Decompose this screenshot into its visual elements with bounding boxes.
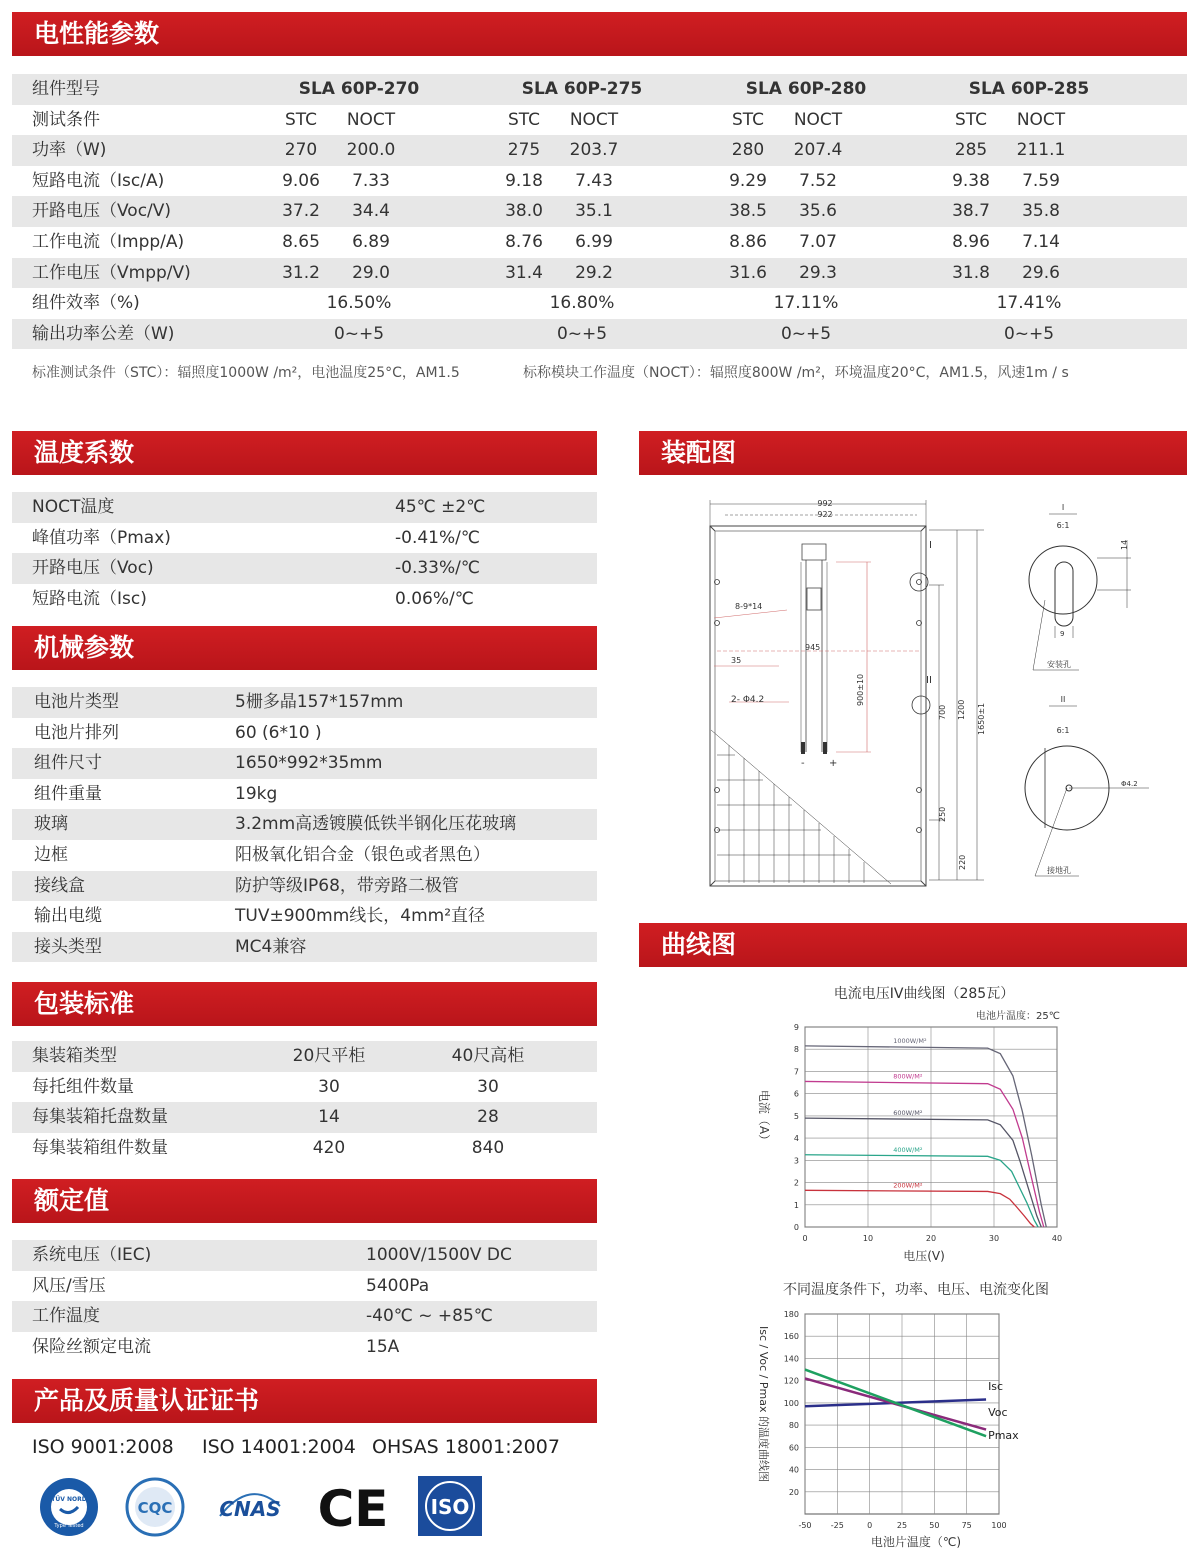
temp-y-tick-label: 60	[788, 1443, 799, 1453]
electrical-cell-stc: 8.86	[729, 232, 767, 252]
electrical-cell-stc: STC	[954, 109, 988, 130]
packaging-row-label: 每集装箱托盘数量	[32, 1107, 168, 1128]
electrical-cell-stc: STC	[507, 109, 541, 130]
assembly-header: 装配图	[639, 431, 1187, 475]
electrical-cell-noct: NOCT	[346, 109, 396, 130]
svg-text:-: -	[801, 758, 805, 769]
electrical-row	[12, 258, 1187, 289]
iv-x-tick-label: 30	[988, 1234, 1000, 1243]
svg-text:992: 992	[817, 499, 833, 508]
electrical-cell: 0~+5	[556, 323, 608, 344]
electrical-row-label: 开路电压（Voc/V)	[32, 201, 172, 222]
temp-y-tick-label: 100	[783, 1398, 799, 1408]
temperature-row-value: -0.33%/℃	[395, 558, 480, 579]
temperature-row-label: NOCT温度	[32, 497, 115, 517]
electrical-cell-noct: 35.1	[575, 201, 613, 222]
electrical-row	[12, 105, 1187, 136]
iv-x-tick-label: 40	[1051, 1234, 1063, 1243]
svg-text:6:1: 6:1	[1056, 726, 1070, 735]
temp-x-label: 电池片温度（℃)	[870, 1535, 962, 1549]
svg-text:Φ4.2: Φ4.2	[1121, 780, 1138, 788]
temp-y-tick-label: 20	[788, 1487, 799, 1497]
rated-row	[12, 1332, 597, 1363]
electrical-cell-noct: 29.3	[799, 262, 837, 283]
electrical-row-label: 短路电流（Isc/A)	[32, 170, 165, 191]
svg-text:CE: CE	[318, 1480, 388, 1538]
electrical-cell-stc: 9.29	[729, 170, 767, 191]
mechanical-row	[12, 687, 597, 718]
electrical-cell-stc: 31.6	[729, 262, 767, 283]
svg-text:II: II	[926, 675, 932, 686]
iv-y-tick-label: 9	[793, 1023, 799, 1032]
temp-y-tick-label: 160	[783, 1332, 799, 1342]
stc-note: 标准测试条件（STC）：辐照度1000W /m²，电池温度25°C，AM1.5	[32, 365, 460, 381]
mechanical-row	[12, 779, 597, 810]
electrical-row	[12, 135, 1187, 166]
iso-logo	[418, 1476, 482, 1536]
ce-logo	[318, 1476, 388, 1538]
electrical-row	[12, 288, 1187, 319]
electrical-cell-stc: 38.7	[952, 201, 990, 222]
rated-header: 额定值	[12, 1179, 597, 1223]
rated-row-label: 风压/雪压	[32, 1275, 106, 1296]
electrical-cell-stc: 8.65	[282, 232, 320, 252]
svg-text:8-9*14: 8-9*14	[735, 602, 763, 611]
electrical-cell-noct: 7.07	[799, 232, 837, 252]
electrical-cell-stc: 31.4	[505, 262, 543, 283]
electrical-cell-stc: 31.8	[952, 262, 990, 283]
electrical-cell-noct: 6.89	[352, 232, 390, 252]
svg-text:I: I	[929, 540, 932, 551]
curves-header: 曲线图	[639, 923, 1187, 967]
temp-series-label: Isc	[988, 1380, 1004, 1393]
packaging-cell-20ft: 420	[312, 1137, 346, 1158]
svg-text:220: 220	[958, 854, 967, 870]
temp-series-label: Voc	[988, 1406, 1008, 1419]
electrical-cell-noct: 211.1	[1016, 140, 1066, 161]
temp-y-label: Isc / Voc / Pmax 的温度曲线图	[757, 1326, 770, 1482]
electrical-cell-stc: STC	[284, 109, 318, 130]
temperature-row	[12, 553, 597, 584]
svg-text:700: 700	[938, 704, 947, 720]
temp-y-tick-label: 120	[783, 1376, 799, 1386]
electrical-cell-stc: 9.18	[505, 170, 543, 191]
temperature-row-label: 短路电流（Isc)	[32, 588, 147, 609]
iv-y-tick-label: 8	[793, 1045, 799, 1055]
electrical-cell-stc: 38.5	[729, 201, 767, 222]
electrical-row	[12, 319, 1187, 350]
electrical-cell: 0~+5	[333, 323, 385, 344]
temperature-row	[12, 492, 597, 523]
mechanical-row	[12, 748, 597, 779]
rated-row	[12, 1271, 597, 1302]
temp-y-tick-label: 40	[788, 1465, 799, 1475]
iv-y-tick-label: 6	[793, 1089, 799, 1099]
temperature-curve-chart	[740, 1276, 1100, 1556]
mechanical-row-value: 1650*992*35mm	[235, 753, 383, 774]
electrical-row-label: 工作电压（Vmpp/V)	[32, 262, 191, 283]
temp-x-tick-label: -25	[830, 1521, 844, 1530]
mechanical-row-value: 19kg	[235, 783, 278, 804]
mechanical-row-label: 组件重量	[34, 783, 102, 804]
mechanical-row-label: 输出电缆	[34, 906, 102, 927]
mechanical-row	[12, 901, 597, 932]
temperature-row-label: 峰值功率（Pmax)	[32, 527, 171, 548]
electrical-cell: 16.80%	[549, 293, 615, 314]
electrical-cell-stc: 8.96	[952, 232, 990, 252]
electrical-cell: 17.11%	[773, 293, 839, 314]
iv-series-line	[805, 1190, 1034, 1227]
svg-text:900±10: 900±10	[856, 673, 865, 706]
svg-text:接地孔: 接地孔	[1047, 866, 1071, 875]
mechanical-row-value: 5栅多晶157*157mm	[235, 692, 404, 712]
temp-chart-title: 不同温度条件下，功率、电压、电流变化图	[783, 1282, 1049, 1298]
electrical-cell-noct: 7.14	[1022, 232, 1060, 252]
packaging-cell-40ft: 30	[477, 1076, 499, 1097]
certs-header: 产品及质量认证证书	[12, 1379, 597, 1423]
temp-x-tick-label: 50	[929, 1521, 940, 1530]
temp-x-tick-label: -50	[798, 1521, 812, 1530]
svg-text:1200: 1200	[957, 699, 966, 720]
cert-ohsas: OHSAS 18001:2007	[372, 1436, 560, 1458]
temperature-header: 温度系数	[12, 431, 597, 475]
iv-series-label: 800W/M²	[893, 1072, 923, 1081]
electrical-cell-stc: 285	[954, 140, 988, 161]
tuv-logo	[38, 1476, 100, 1538]
mechanical-header: 机械参数	[12, 626, 597, 670]
iv-y-tick-label: 7	[793, 1067, 799, 1077]
electrical-cell-stc: STC	[731, 109, 765, 130]
rated-row	[12, 1240, 597, 1271]
electrical-cell-noct: 34.4	[352, 201, 390, 222]
packaging-header: 包装标准	[12, 982, 597, 1026]
electrical-row-label: 工作电流（Impp/A)	[32, 232, 185, 252]
electrical-row-label: 输出功率公差（W)	[32, 323, 175, 344]
iv-y-tick-label: 1	[793, 1200, 799, 1210]
packaging-cell-40ft: 28	[477, 1107, 499, 1128]
electrical-cell-noct: 35.8	[1022, 201, 1060, 222]
electrical-cell-noct: 7.52	[799, 170, 837, 191]
iv-series-line	[805, 1118, 1041, 1227]
mechanical-row-label: 边框	[34, 845, 68, 865]
iv-series-label: 400W/M²	[893, 1145, 923, 1154]
svg-text:ISO: ISO	[430, 1495, 470, 1519]
electrical-cell: 17.41%	[996, 293, 1062, 314]
packaging-row	[12, 1133, 597, 1164]
iv-series-label: 200W/M²	[893, 1181, 923, 1190]
electrical-cell-noct: 29.0	[352, 262, 390, 283]
electrical-cell-stc: 9.06	[282, 170, 320, 191]
electrical-cell-noct: 207.4	[793, 140, 843, 161]
electrical-cell-noct: NOCT	[1016, 109, 1066, 130]
iv-x-label: 电压(V)	[903, 1249, 945, 1263]
temp-x-tick-label: 100	[991, 1521, 1007, 1530]
mechanical-row	[12, 932, 597, 963]
mechanical-row-value: MC4兼容	[235, 936, 307, 957]
iv-y-tick-label: 4	[793, 1134, 799, 1144]
packaging-cell-40ft: 40尺高柜	[451, 1046, 525, 1066]
temperature-row-value: 0.06%/℃	[395, 588, 474, 609]
electrical-header: 电性能参数	[12, 12, 1187, 56]
svg-text:TÜV NORD: TÜV NORD	[51, 1496, 87, 1503]
rated-row-value: -40℃ ~ +85℃	[366, 1306, 493, 1327]
mechanical-row-label: 电池片排列	[34, 722, 119, 743]
electrical-row-label: 测试条件	[32, 109, 100, 130]
electrical-row	[12, 196, 1187, 227]
mechanical-row-label: 接线盒	[34, 875, 85, 896]
iv-x-tick-label: 20	[925, 1234, 937, 1243]
mechanical-row-label: 电池片类型	[34, 692, 119, 712]
packaging-cell-20ft: 14	[318, 1107, 340, 1128]
electrical-cell-noct: 35.6	[799, 201, 837, 222]
temp-y-tick-label: 80	[788, 1421, 799, 1431]
svg-text:945: 945	[805, 643, 821, 652]
noct-note: 标称模块工作温度（NOCT）：辐照度800W /m²，环境温度20°C，AM1.5，风速1m / s	[523, 365, 1069, 381]
iv-y-tick-label: 2	[793, 1178, 799, 1188]
electrical-cell-noct: 7.59	[1022, 170, 1060, 191]
iv-y-tick-label: 3	[793, 1156, 799, 1166]
electrical-row-label: 组件效率（%)	[32, 293, 140, 314]
svg-text:250: 250	[938, 806, 947, 822]
assembly-drawing	[639, 490, 1187, 900]
iv-chart-subtitle: 电池片温度：25℃	[976, 1011, 1060, 1022]
iv-y-tick-label: 5	[793, 1111, 799, 1121]
rated-row-label: 工作温度	[32, 1306, 100, 1327]
packaging-row-label: 每集装箱组件数量	[32, 1137, 168, 1158]
electrical-cell-noct: NOCT	[569, 109, 619, 130]
electrical-cell-noct: 200.0	[346, 140, 396, 161]
packaging-row	[12, 1102, 597, 1133]
cnas-logo	[214, 1476, 286, 1538]
mechanical-row	[12, 871, 597, 902]
packaging-row-label: 集装箱类型	[32, 1046, 117, 1066]
temp-x-tick-label: 25	[896, 1521, 908, 1530]
electrical-cell-noct: 29.6	[1022, 262, 1060, 283]
rated-row-value: 1000V/1500V DC	[366, 1245, 512, 1265]
packaging-cell-40ft: 840	[471, 1137, 505, 1158]
svg-text:2- Φ4.2: 2- Φ4.2	[731, 695, 765, 705]
mechanical-row-value: TUV±900mm线长，4mm²直径	[235, 906, 486, 927]
svg-text:CQC: CQC	[137, 1499, 173, 1517]
electrical-cell-noct: 7.33	[352, 170, 390, 191]
svg-text:6:1: 6:1	[1056, 521, 1070, 530]
rated-row-label: 系统电压（IEC)	[32, 1245, 152, 1265]
electrical-cell: 0~+5	[1003, 323, 1055, 344]
mechanical-row	[12, 718, 597, 749]
electrical-cell-stc: 280	[731, 140, 765, 161]
packaging-cell-20ft: 30	[318, 1076, 340, 1097]
temperature-row-value: 45℃ ±2℃	[395, 497, 486, 517]
mechanical-row-value: 防护等级IP68，带旁路二极管	[235, 875, 459, 896]
mechanical-row-value: 60 (6*10 )	[235, 722, 322, 743]
electrical-cell-noct: 203.7	[569, 140, 619, 161]
electrical-cell-noct: 6.99	[575, 232, 613, 252]
iv-curve-chart	[740, 978, 1100, 1268]
iv-x-tick-label: 10	[862, 1234, 874, 1243]
mechanical-row-value: 3.2mm高透镀膜低铁半钢化压花玻璃	[235, 814, 517, 835]
iv-series-line	[805, 1081, 1044, 1227]
svg-text:9: 9	[1060, 630, 1065, 638]
packaging-row	[12, 1041, 597, 1072]
cqc-logo	[124, 1476, 186, 1538]
electrical-cell: SLA 60P-285	[968, 79, 1090, 99]
svg-text:安装孔: 安装孔	[1047, 660, 1071, 669]
electrical-row-label: 功率（W)	[32, 140, 107, 161]
rated-row	[12, 1301, 597, 1332]
electrical-cell-stc: 8.76	[505, 232, 543, 252]
mechanical-row-label: 组件尺寸	[34, 753, 102, 774]
iv-x-tick-label: 0	[802, 1234, 808, 1243]
temp-series-label: Pmax	[988, 1429, 1019, 1442]
electrical-cell-noct: 29.2	[575, 262, 613, 283]
electrical-cell: 0~+5	[780, 323, 832, 344]
svg-text:II: II	[1060, 695, 1066, 704]
cert-iso9001: ISO 9001:2008	[32, 1436, 174, 1458]
svg-text:922: 922	[817, 510, 833, 519]
svg-text:+: +	[829, 758, 838, 769]
iv-series-label: 1000W/M²	[893, 1036, 927, 1045]
svg-text:14: 14	[1120, 539, 1129, 550]
electrical-cell-noct: 7.43	[575, 170, 613, 191]
electrical-cell: SLA 60P-270	[298, 79, 420, 99]
electrical-row	[12, 74, 1187, 105]
mechanical-row-label: 接头类型	[34, 936, 102, 957]
iv-series-label: 600W/M²	[893, 1109, 923, 1118]
svg-text:Type Tested: Type Tested	[54, 1523, 84, 1529]
mechanical-row-label: 玻璃	[34, 814, 68, 835]
svg-text:35: 35	[731, 656, 742, 665]
electrical-cell: SLA 60P-275	[521, 79, 643, 99]
cert-iso14001: ISO 14001:2004	[202, 1436, 356, 1458]
temp-y-tick-label: 180	[783, 1310, 799, 1319]
svg-text:1650±1: 1650±1	[977, 702, 986, 735]
electrical-cell-stc: 275	[507, 140, 541, 161]
electrical-cell: 16.50%	[326, 293, 392, 314]
temperature-row-label: 开路电压（Voc)	[32, 558, 154, 579]
mechanical-row-value: 阳极氧化铝合金（银色或者黑色）	[235, 845, 490, 865]
packaging-cell-20ft: 20尺平柜	[292, 1046, 366, 1066]
electrical-cell: SLA 60P-280	[745, 79, 867, 99]
electrical-row-label: 组件型号	[32, 79, 100, 99]
electrical-cell-stc: 37.2	[282, 201, 320, 222]
packaging-row	[12, 1072, 597, 1103]
svg-text:CNAS: CNAS	[219, 1497, 281, 1521]
temp-x-tick-label: 75	[961, 1521, 972, 1530]
electrical-cell-stc: 31.2	[282, 262, 320, 283]
electrical-row	[12, 166, 1187, 197]
temperature-row-value: -0.41%/℃	[395, 527, 480, 548]
electrical-cell-stc: 270	[284, 140, 318, 161]
rated-row-label: 保险丝额定电流	[32, 1336, 151, 1357]
electrical-cell-stc: 9.38	[952, 170, 990, 191]
electrical-cell-noct: NOCT	[793, 109, 843, 130]
rated-row-value: 15A	[366, 1336, 400, 1357]
temp-y-tick-label: 140	[783, 1354, 799, 1364]
iv-y-label: 电流（A）	[757, 1089, 771, 1147]
electrical-row	[12, 227, 1187, 258]
mechanical-row	[12, 840, 597, 871]
packaging-row-label: 每托组件数量	[32, 1076, 134, 1097]
electrical-cell-stc: 38.0	[505, 201, 543, 222]
iv-chart-title: 电流电压IV曲线图（285瓦）	[833, 986, 1015, 1002]
mechanical-row	[12, 809, 597, 840]
iv-y-tick-label: 0	[793, 1223, 799, 1232]
svg-text:I: I	[1061, 503, 1065, 512]
rated-row-value: 5400Pa	[366, 1275, 430, 1296]
temperature-row	[12, 523, 597, 554]
temp-x-tick-label: 0	[867, 1521, 873, 1530]
temperature-row	[12, 584, 597, 615]
